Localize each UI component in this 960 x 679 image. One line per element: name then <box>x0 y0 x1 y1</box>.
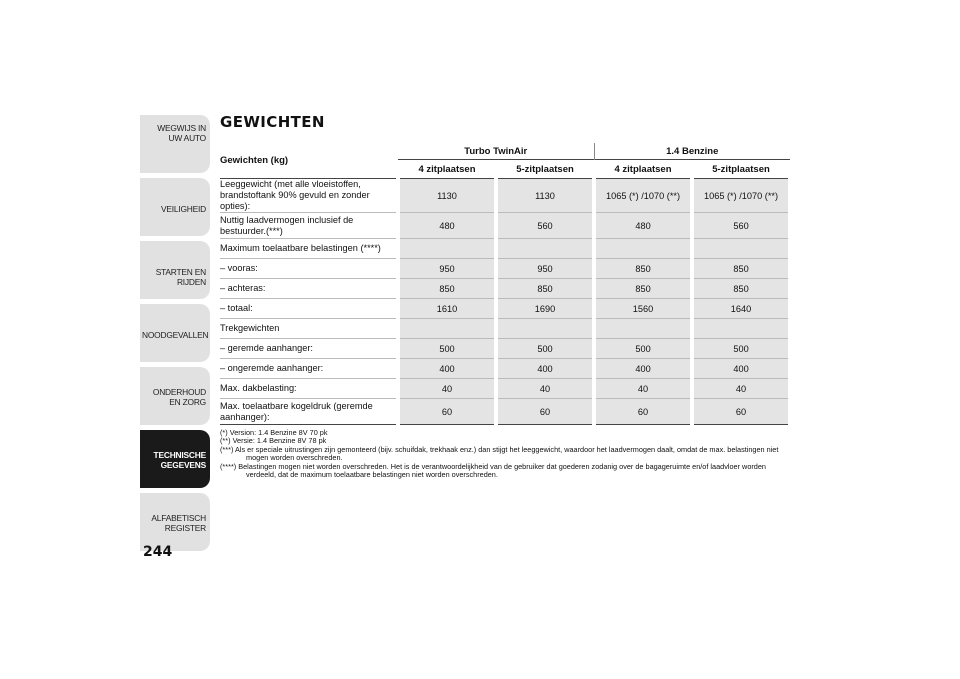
value-cell: 850 <box>496 279 594 299</box>
value-cell: 60 <box>692 399 790 425</box>
value-cell: 950 <box>398 259 496 279</box>
tab-label: VEILIGHEID <box>160 204 206 214</box>
row-label: Trekgewichten <box>220 319 398 339</box>
value-cell: 500 <box>594 339 692 359</box>
value-cell: 950 <box>496 259 594 279</box>
tab-label: ONDERHOUD EN ZORG <box>152 387 206 407</box>
row-label: – totaal: <box>220 299 398 319</box>
section-title: GEWICHTEN <box>220 113 325 131</box>
weights-table <box>220 143 792 425</box>
row-label: – ongeremde aanhanger: <box>220 359 398 379</box>
group-header-turbo-twinair: Turbo TwinAir <box>398 143 594 160</box>
tab-veiligheid[interactable] <box>140 178 210 236</box>
tab-onderhoud-en-zorg[interactable] <box>140 367 210 425</box>
footnote: (***) Als er speciale uitrustingen zijn gemonteerd (bijv. schuifdak, trekhaak enz.) dan stijgt het leeggewicht, waardoor het laadvermogen daalt, omdat de max. belastingen niet mogen worden overschreden. <box>220 444 779 463</box>
value-cell: 1690 <box>496 299 594 319</box>
value-cell: 560 <box>496 213 594 239</box>
value-cell: 850 <box>692 279 790 299</box>
value-cell: 60 <box>496 399 594 425</box>
value-cell <box>496 319 594 339</box>
row-label: Maximum toelaatbare belastingen (****) <box>220 239 398 259</box>
tab-noodgevallen[interactable] <box>140 304 210 362</box>
table-row <box>220 239 790 259</box>
value-cell: 850 <box>692 259 790 279</box>
row-label: Nuttig laadvermogen inclusief de bestuurder.(***) <box>220 213 398 239</box>
row-label: Max. toelaatbare kogeldruk (geremde aanhanger): <box>220 399 398 425</box>
tab-alfabetisch-register[interactable] <box>140 493 210 551</box>
value-cell: 1560 <box>594 299 692 319</box>
tab-starten-en-rijden[interactable] <box>140 241 210 299</box>
value-cell: 400 <box>496 359 594 379</box>
table-row <box>220 279 790 299</box>
row-label: – geremde aanhanger: <box>220 339 398 359</box>
value-cell: 1130 <box>398 179 496 213</box>
value-cell <box>594 319 692 339</box>
value-cell: 1065 (*) /1070 (**) <box>692 179 790 213</box>
tab-label: ALFABETISCH REGISTER <box>151 513 206 533</box>
tab-wegwijs-in-uw-auto[interactable] <box>140 115 210 173</box>
column-header: 4 zitplaatsen <box>398 160 496 179</box>
value-cell <box>398 319 496 339</box>
table-group-header-row <box>220 143 790 160</box>
value-cell: 40 <box>594 379 692 399</box>
value-cell: 850 <box>398 279 496 299</box>
row-label: Max. dakbelasting: <box>220 379 398 399</box>
page-number: 244 <box>143 544 173 560</box>
value-cell: 40 <box>398 379 496 399</box>
value-cell: 480 <box>594 213 692 239</box>
value-cell: 480 <box>398 213 496 239</box>
table-row <box>220 379 790 399</box>
value-cell: 850 <box>594 259 692 279</box>
footnote: (****) Belastingen mogen niet worden overschreden. Het is de verantwoordelijkheid van de gebruiker dat goederen zodanig over de bagageruimte en/of laadvloer worden verdeeld, dat de maximum toelaatbare belastingen niet worden overschreden. <box>220 461 766 480</box>
tab-label: STARTEN EN RIJDEN <box>155 267 206 287</box>
value-cell: 850 <box>594 279 692 299</box>
value-cell: 60 <box>398 399 496 425</box>
value-cell: 400 <box>398 359 496 379</box>
value-cell: 1130 <box>496 179 594 213</box>
footnote: (**) Versie: 1.4 Benzine 8V 78 pk <box>220 436 327 446</box>
tab-label: TECHNISCHE GEGEVENS <box>153 450 206 470</box>
value-cell: 500 <box>496 339 594 359</box>
footnote: (*) Version: 1.4 Benzine 8V 70 pk <box>220 428 328 437</box>
value-cell: 40 <box>692 379 790 399</box>
value-cell: 1065 (*) /1070 (**) <box>594 179 692 213</box>
main-content <box>220 113 790 479</box>
tab-label: WEGWIJS IN UW AUTO <box>157 123 206 143</box>
row-label: – vooras: <box>220 259 398 279</box>
group-header-14-benzine: 1.4 Benzine <box>666 145 719 157</box>
tab-technische-gegevens[interactable] <box>140 430 210 488</box>
value-cell <box>594 239 692 259</box>
table-row <box>220 299 790 319</box>
value-cell: 400 <box>692 359 790 379</box>
table-row <box>220 339 790 359</box>
column-header: 5-zitplaatsen <box>496 160 594 179</box>
value-cell: 40 <box>496 379 594 399</box>
value-cell <box>692 239 790 259</box>
value-cell <box>692 319 790 339</box>
value-cell <box>398 239 496 259</box>
table-row <box>220 213 790 239</box>
column-header: 4 zitplaatsen <box>594 160 692 179</box>
value-cell: 500 <box>692 339 790 359</box>
row-header: Gewichten (kg) <box>220 143 398 179</box>
value-cell: 1640 <box>692 299 790 319</box>
value-cell: 60 <box>594 399 692 425</box>
row-label: Leeggewicht (met alle vloeistoffen, brandstoftank 90% gevuld en zonder opties): <box>220 179 398 213</box>
column-header: 5-zitplaatsen <box>692 160 790 179</box>
tab-label: NOODGEVALLEN <box>142 330 209 340</box>
table-row <box>220 319 790 339</box>
footnotes <box>220 429 790 479</box>
table-row <box>220 259 790 279</box>
value-cell: 560 <box>692 213 790 239</box>
table-row <box>220 359 790 379</box>
value-cell: 400 <box>594 359 692 379</box>
value-cell <box>496 239 594 259</box>
table-row <box>220 399 790 425</box>
value-cell: 1610 <box>398 299 496 319</box>
value-cell: 500 <box>398 339 496 359</box>
row-label: – achteras: <box>220 279 398 299</box>
table-row <box>220 179 790 213</box>
